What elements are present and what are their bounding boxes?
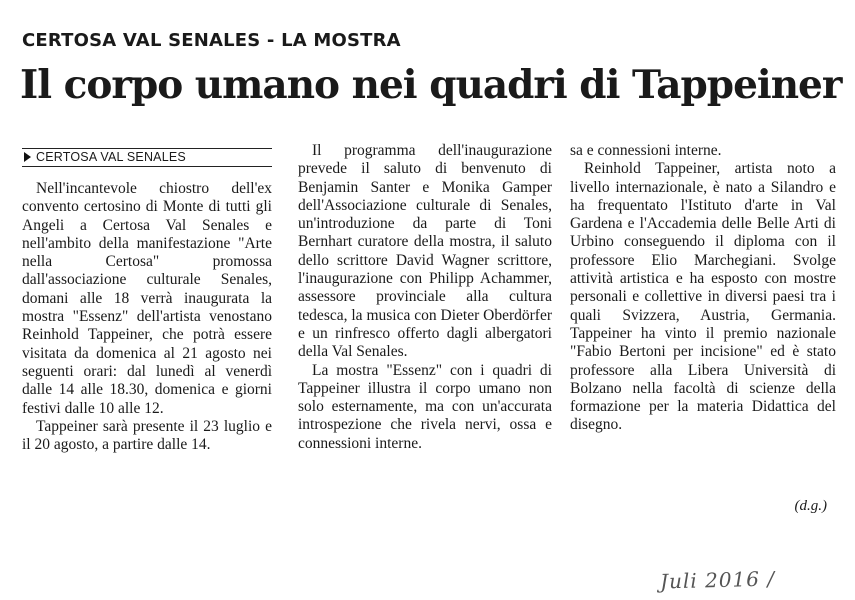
paragraph: Nell'incantevole chiostro dell'ex convento certosino di Monte di tutti gli Angeli a Certosa Val Senales e nell'ambito della manifestazione "Arte nella Certosa" promossa dall'associazione culturale Senales, domani alle 18 verrà inaugurata la mostra "Essenz" dell'artista venostano Reinhold Tappeiner, che potrà essere visitata da domenica al 21 agosto nei seguenti orari: dal lunedì al venerdì dalle 14 alle 18.30, domenica e giorni festivi dalle 10 alle 12. <box>22 180 272 417</box>
paragraph: Reinhold Tappeiner, artista noto a livello internazionale, è nato a Silandro e ha frequentato l'Istituto d'arte in Val Gardena e l'Accademia delle Belle Arti di Urbino conseguendo il diploma con il professore Elio Marchegiani. Svolge attività artistica e ha esposto con mostre personali e collettive in diversi paesi tra i quali Svizzera, Austria, Germania. Tappeiner ha vinto il premio nazionale "Fabio Bertoni per incisione" ed è stato professore alla Libera Università di Bolzano nella facoltà di scienze della formazione per la materia Didattica del disegno. <box>570 160 836 434</box>
article-headline: Il corpo umano nei quadri di Tappeiner <box>20 62 842 108</box>
triangle-marker-icon <box>24 152 31 162</box>
article-column-3 <box>570 142 836 435</box>
article-column-2 <box>298 142 552 453</box>
paragraph: Il programma dell'inaugurazione prevede il saluto di benvenuto di Benjamin Santer e Monika Gamper dell'Associazione culturale di Senales, un'introduzione da parte di Toni Bernhart curatore della mostra, il saluto dello scrittore David Wagner scrittore, l'inaugurazione con Philipp Achammer, assessore provinciale alla cultura tedesca, la musica con Dieter Oberdörfer e un rinfresco offerto dagli albergatori della Val Senales. <box>298 142 552 361</box>
paragraph-continuation: sa e connessioni interne. <box>570 142 722 159</box>
section-tag-label: CERTOSA VAL SENALES <box>36 150 186 164</box>
paragraph: La mostra "Essenz" con i quadri di Tappeiner illustra il corpo umano non solo esternamente, ma con un'accurata introspezione che rivela nervi, ossa e connessioni interne. <box>298 361 552 452</box>
author-signature: (d.g.) <box>794 498 827 514</box>
article-column-1 <box>22 180 272 454</box>
article-kicker: CERTOSA VAL SENALES - LA MOSTRA <box>22 30 401 51</box>
section-tag <box>22 148 272 167</box>
paragraph: Tappeiner sarà presente il 23 luglio e il 20 agosto, a partire dalle 14. <box>22 417 272 454</box>
handwritten-date-note: Juli 2016 / <box>659 566 776 594</box>
